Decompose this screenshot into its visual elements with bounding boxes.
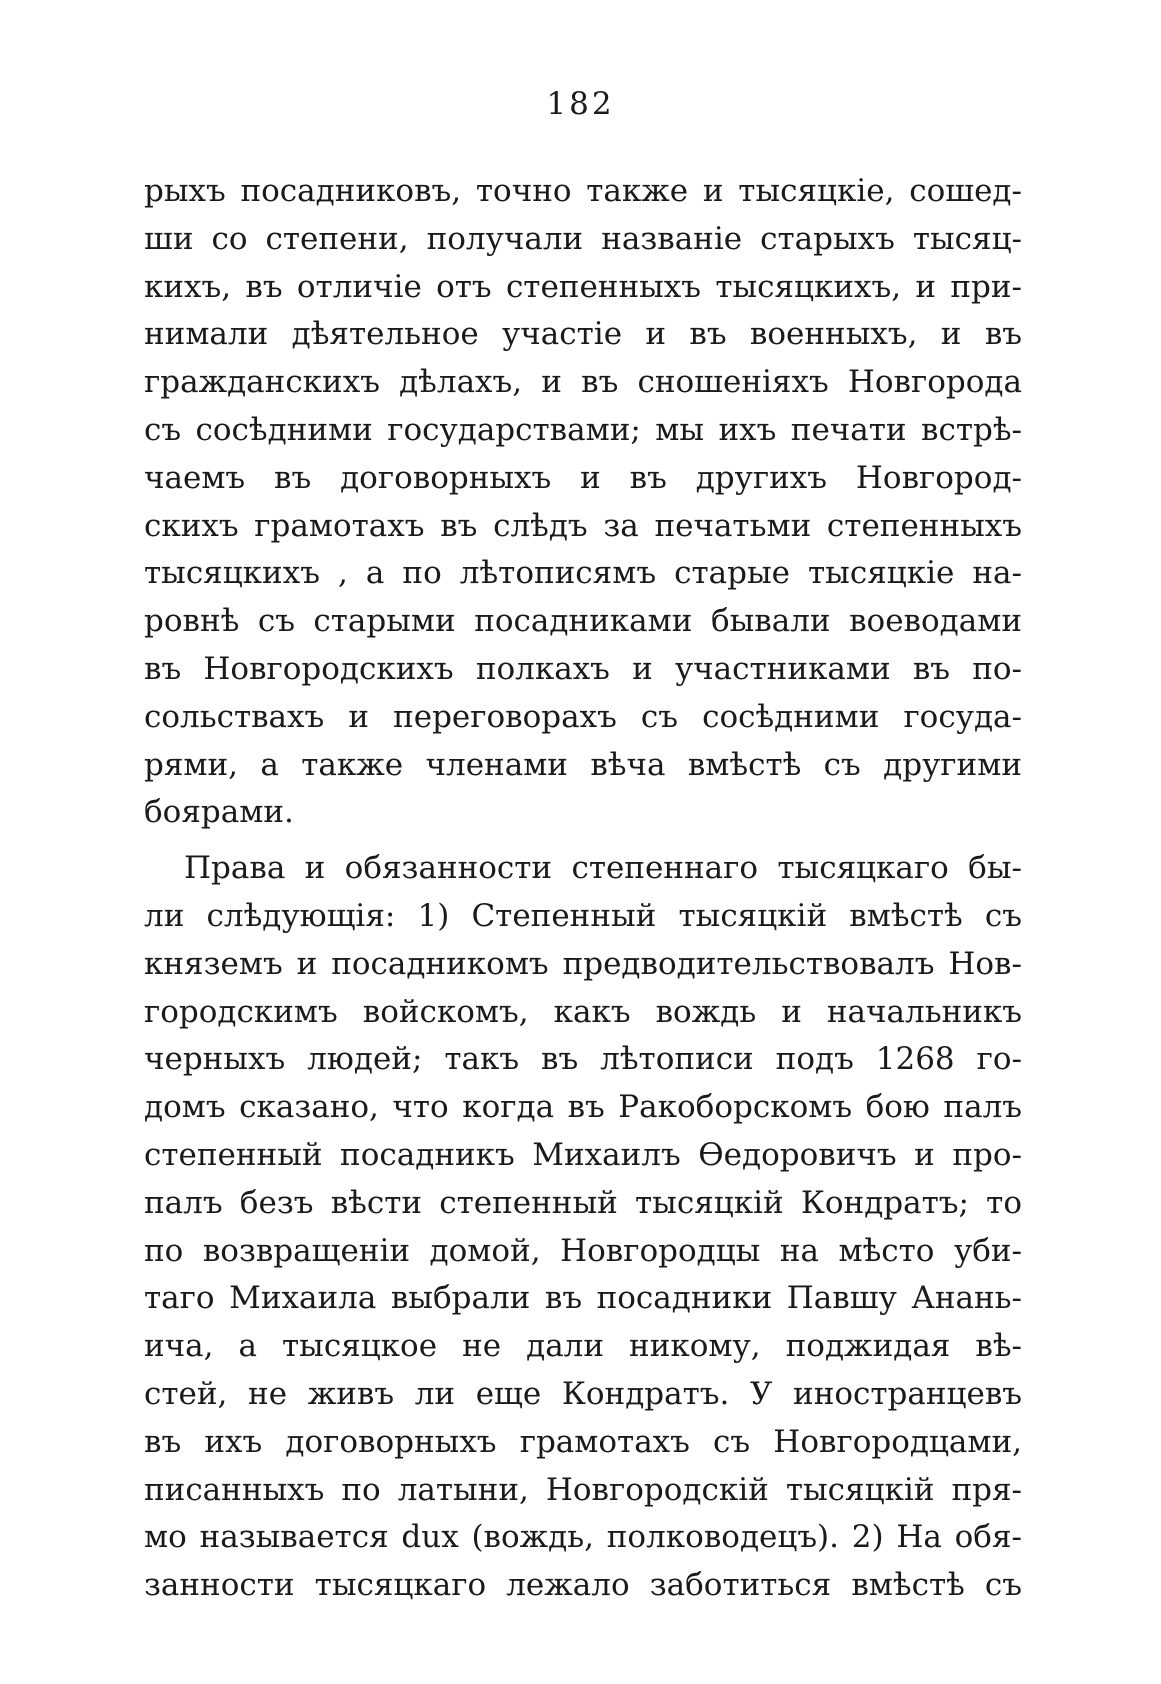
text-line: черныхъ людей; такъ въ лѣтописи подъ 1268 го-: [144, 1041, 1022, 1078]
text-line: кихъ, въ отличіе отъ степенныхъ тысяцкихъ, и при-: [144, 268, 1022, 305]
text-line: княземъ и посадникомъ предводительствовалъ Нов-: [144, 945, 1022, 982]
text-line: рями, а также членами вѣча вмѣстѣ съ другими: [144, 746, 1022, 783]
text-line: городскимъ войскомъ, какъ вождь и начальникъ: [144, 993, 1022, 1030]
page-number: 182: [546, 86, 615, 122]
text-line: занности тысяцкаго лежало заботиться вмѣстѣ съ: [144, 1567, 1022, 1604]
text-line: ровнѣ съ старыми посадниками бывали воеводами: [144, 603, 1022, 640]
text-line: по возвращеніи домой, Новгородцы на мѣсто уби-: [144, 1232, 1022, 1269]
text-line: степенный посадникъ Михаилъ Ѳедоровичъ и про-: [144, 1136, 1022, 1173]
paragraph-1: [144, 168, 1022, 837]
text-line: писанныхъ по латыни, Новгородскій тысяцкій пря-: [144, 1471, 1022, 1508]
text-line: мо называется dux (вождь, полководецъ). 2) На обя-: [144, 1519, 1022, 1556]
text-line: скихъ грамотахъ въ слѣдъ за печатьми степенныхъ: [144, 507, 1022, 544]
text-line: ли слѣдующія: 1) Степенный тысяцкій вмѣстѣ съ: [144, 897, 1022, 934]
text-line: гражданскихъ дѣлахъ, и въ сношеніяхъ Новгорода: [144, 364, 1022, 401]
text-line: чаемъ въ договорныхъ и въ другихъ Новгород-: [144, 459, 1022, 496]
text-line: таго Михаила выбрали въ посадники Павшу Анань-: [144, 1280, 1022, 1317]
text-line: рыхъ посадниковъ, точно также и тысяцкіе, сошед-: [144, 173, 1022, 209]
text-line: домъ сказано, что когда въ Ракоборскомъ бою палъ: [144, 1089, 1022, 1126]
text-line: тысяцкихъ , а по лѣтописямъ старые тысяцкіе на-: [144, 555, 1022, 592]
text-line: ши со степени, получали названіе старыхъ тысяц-: [144, 220, 1022, 257]
text-line: въ Новгородскихъ полкахъ и участниками въ по-: [144, 650, 1022, 687]
text-line: ича, а тысяцкое не дали никому, поджидая вѣ-: [144, 1328, 1022, 1365]
body-text: [144, 168, 1022, 1610]
text-line: сольствахъ и переговорахъ съ сосѣдними госуда-: [144, 698, 1022, 735]
paragraph-2: [144, 845, 1022, 1610]
text-line: въ ихъ договорныхъ грамотахъ съ Новгородцами,: [144, 1423, 1022, 1460]
text-line: боярами.: [144, 794, 294, 831]
text-line: нимали дѣятельное участіе и въ военныхъ, и въ: [144, 316, 1022, 353]
text-line: съ сосѣдними государствами; мы ихъ печати встрѣ-: [144, 411, 1022, 448]
text-line: стей, не живъ ли еще Кондратъ. У иностранцевъ: [144, 1375, 1022, 1412]
text-line: Права и обязанности степеннаго тысяцкаго бы-: [184, 850, 1022, 887]
text-line: палъ безъ вѣсти степенный тысяцкій Кондратъ; то: [144, 1184, 1022, 1221]
